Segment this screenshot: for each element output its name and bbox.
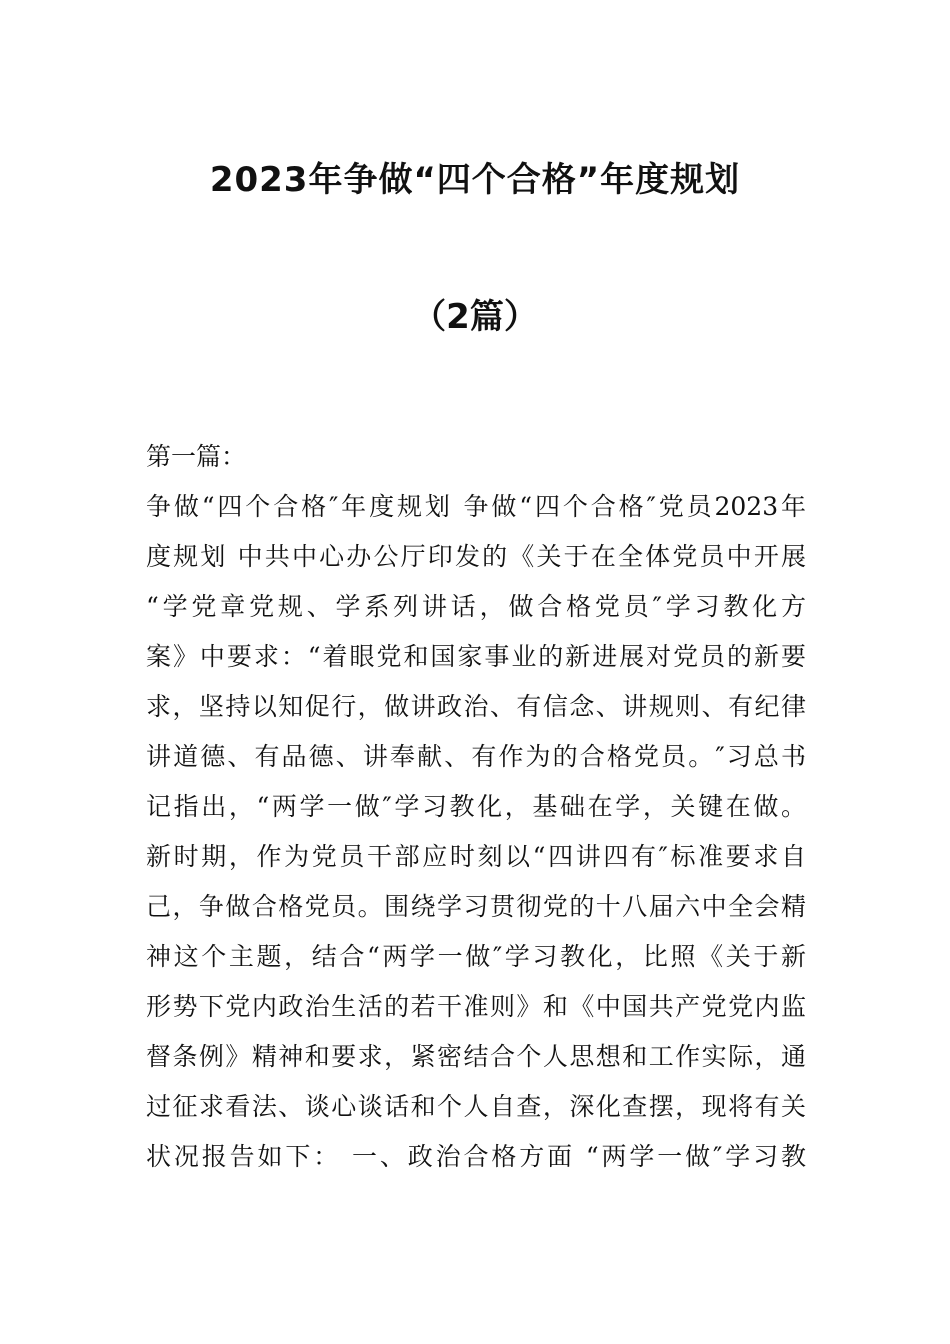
body-line: 督条例》精神和要求，紧密结合个人思想和工作实际，通 bbox=[146, 1042, 806, 1071]
body-line: 案》中要求：“着眼党和国家事业的新进展对党员的新要 bbox=[146, 642, 806, 671]
body-line: 求，坚持以知促行，做讲政治、有信念、讲规则、有纪律 bbox=[146, 692, 806, 721]
body-line: “学党章党规、学系列讲话，做合格党员″学习教化方 bbox=[146, 592, 806, 621]
body-line: 过征求看法、谈心谈话和个人自查，深化查摆，现将有关 bbox=[146, 1092, 806, 1121]
body-line: 己，争做合格党员。围绕学习贯彻党的十八届六中全会精 bbox=[146, 892, 806, 921]
body-line: 争做“四个合格″年度规划 争做“四个合格″党员2023年 bbox=[146, 492, 806, 521]
document-title: 2023年争做“四个合格”年度规划 bbox=[209, 160, 741, 200]
body-line: 形势下党内政治生活的若干准则》和《中国共产党党内监 bbox=[146, 992, 806, 1021]
section-label: 第一篇： bbox=[146, 442, 247, 471]
body-line: 神这个主题，结合“两学一做″学习教化，比照《关于新 bbox=[146, 942, 806, 971]
body-line: 状况报告如下： 一、政治合格方面 “两学一做″学习教 bbox=[146, 1142, 806, 1171]
document-subtitle: （2篇） bbox=[412, 297, 538, 337]
body-line: 记指出，“两学一做″学习教化，基础在学，关键在做。 bbox=[146, 792, 806, 821]
body-line: 度规划 中共中心办公厅印发的《关于在全体党员中开展 bbox=[146, 542, 806, 571]
body-line: 讲道德、有品德、讲奉献、有作为的合格党员。″习总书 bbox=[146, 742, 806, 771]
body-line: 新时期，作为党员干部应时刻以“四讲四有″标准要求自 bbox=[146, 842, 806, 871]
document-body bbox=[146, 432, 806, 1182]
